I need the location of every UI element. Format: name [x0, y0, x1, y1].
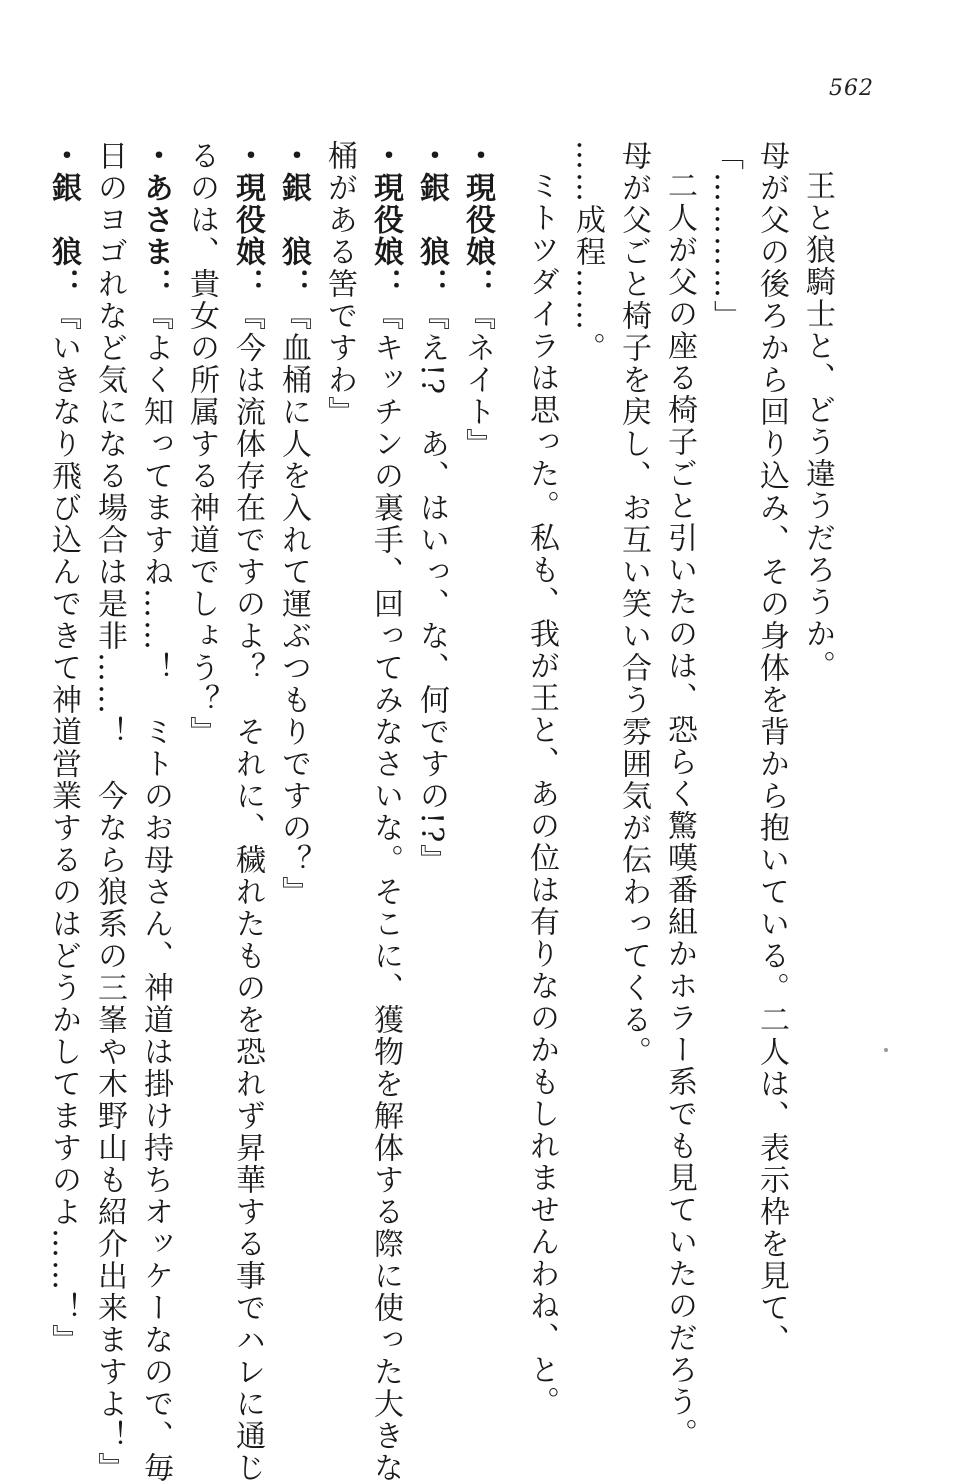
dialogue-bullet: ・ [230, 140, 265, 172]
scan-speck [884, 1048, 888, 1052]
speaker-colon: ： [460, 268, 495, 300]
dialogue-bullet: ・ [368, 140, 403, 172]
speaker-colon: ： [46, 268, 81, 300]
narrative-line-6: ……成程……。 [570, 140, 605, 364]
dialogue-line-3 [362, 140, 408, 1484]
speaker-colon: ： [414, 268, 449, 300]
dialogue-bullet: ・ [138, 140, 173, 172]
dialogue-text: 『え!? あ、はいっ、な、何ですの!?』 [414, 300, 449, 877]
paragraph-gap [500, 140, 518, 1300]
narrative-line-2: 母が父の後ろから回り込み、その身体を背から抱いている。二人は、表示枠を見て、 [754, 140, 789, 1356]
narrative-line-1: 王と狼騎士と、どう違うだろうか。 [800, 170, 835, 682]
dialogue-text: 『よく知ってますね……！ ミトのお母さん、神道は掛け持ちオッケーなので、毎 [138, 300, 173, 1484]
narrative-line-4: 二人が父の座る椅子ごと引いたのは、恐らく驚嘆番組かホラー系でも見ていたのだろう。 [662, 170, 697, 1450]
narrative-line-5: 母が父ごと椅子を戻し、お互い笑い合う雰囲気が伝わってくる。 [616, 140, 651, 1068]
page-number: 562 [829, 76, 874, 101]
dialogue-line-6 [132, 140, 178, 1484]
dialogue-text: 『キッチンの裏手、回ってみなさいな。そこに、獲物を解体する際に使った大きな [368, 300, 403, 1484]
speaker-name: あさま [138, 172, 173, 268]
narrative-line-7: ミトツダイラは思った。私も、我が王と、あの位は有りなのかもしれませんわね、と。 [524, 170, 559, 1418]
dialogue-bullet: ・ [414, 140, 449, 172]
speaker-name: 現役娘 [368, 172, 403, 268]
dialogue-line-6-cont [86, 140, 132, 1484]
dialogue-line-1 [454, 140, 500, 1300]
dialogue-bullet: ・ [276, 140, 311, 172]
speaker-colon: ： [230, 268, 265, 300]
narrative-line-3: 「…………」 [708, 140, 743, 332]
speaker-colon: ： [138, 268, 173, 300]
dialogue-bullet: ・ [460, 140, 495, 172]
speaker-name: 銀 狼 [46, 172, 81, 268]
dialogue-text: 『いきなり飛び込んできて神道営業するのはどうかしてますのよ……！』 [46, 300, 81, 1356]
speaker-name: 現役娘 [460, 172, 495, 268]
speaker-colon: ： [368, 268, 403, 300]
dialogue-line-7 [40, 140, 86, 1356]
speaker-name: 銀 狼 [276, 172, 311, 268]
dialogue-bullet: ・ [46, 140, 81, 172]
dialogue-text: 日のヨゴれなど気になる場合は是非……！ 今なら狼系の三峯や木野山も紹介出来ますよ！』 [92, 140, 127, 1484]
dialogue-text: るのは、貴女の所属する神道でしょう？』 [184, 140, 219, 748]
dialogue-line-4 [270, 140, 316, 1300]
dialogue-line-3-cont [316, 140, 362, 1300]
dialogue-line-5 [224, 140, 270, 1484]
dialogue-line-5-cont [178, 140, 224, 1300]
dialogue-line-2 [408, 140, 454, 1300]
dialogue-text: 桶がある筈ですわ』 [322, 140, 357, 428]
speaker-name: 銀 狼 [414, 172, 449, 268]
vertical-text-body [40, 140, 840, 1484]
dialogue-text: 『今は流体存在ですのよ？ それに、穢れたものを恐れず昇華する事でハレに通じ [230, 300, 265, 1484]
dialogue-text: 『血桶に人を入れて運ぶつもりですの？』 [276, 300, 311, 908]
speaker-name: 現役娘 [230, 172, 265, 268]
speaker-colon: ： [276, 268, 311, 300]
dialogue-text: 『ネイト』 [460, 300, 495, 460]
